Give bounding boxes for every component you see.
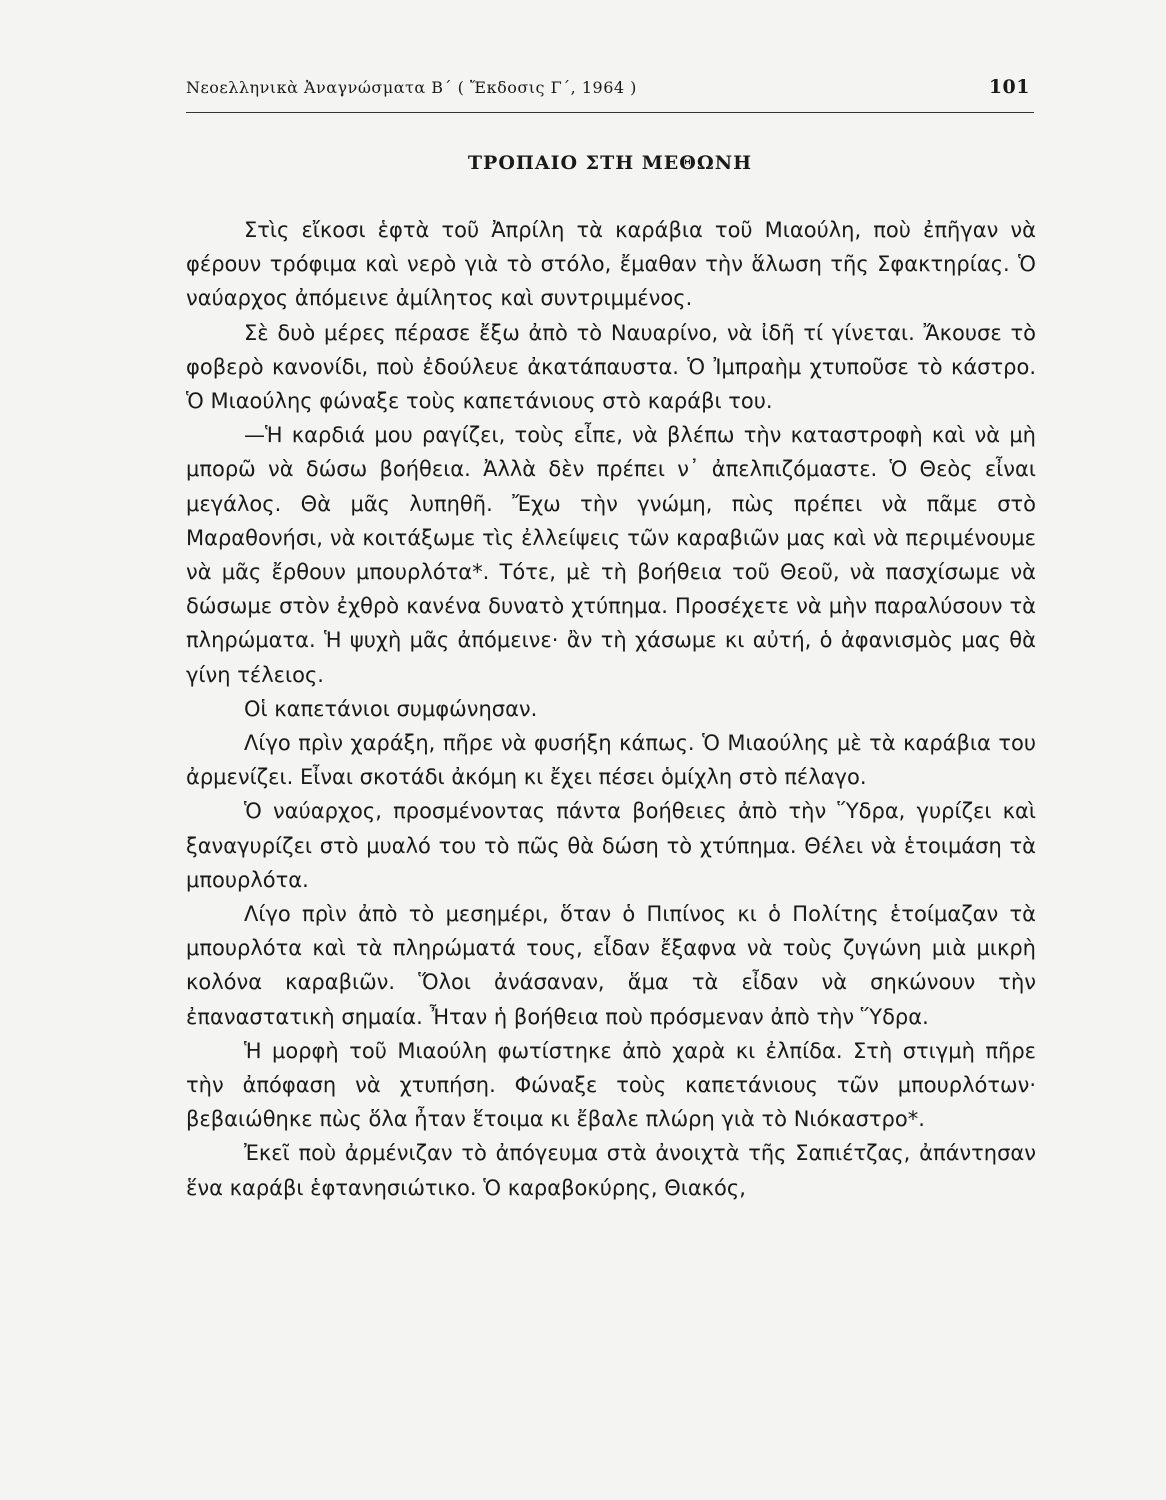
page-number: 101 (988, 76, 1030, 98)
body-text (186, 213, 1036, 1205)
paragraph: Ὁ ναύαρχος, προσμένοντας πάντα βοήθειες ἀπὸ τὴν Ὕδρα, γυρίζει καὶ ξαναγυρίζει στὸ μυαλό του τὸ πῶς θὰ δώση τὸ χτύπημα. Θέλει νὰ ἑτοιμάση τὰ μπουρλότα. (186, 799, 1036, 892)
running-title: Νεοελληνικὰ Ἀναγνώσματα Β΄ ( Ἔκδοσις Γ΄, 1964 ) (186, 78, 637, 97)
paragraph: Ἡ μορφὴ τοῦ Μιαούλη φωτίστηκε ἀπὸ χαρὰ κι ἐλπίδα. Στὴ στιγμὴ πῆρε τὴν ἀπόφαση νὰ χτυπήση. Φώναξε τοὺς καπετάνιους τῶν μπουρλότων· βεβαιώθηκε πὼς ὅλα ἦταν ἕτοιμα κι ἔβαλε πλώρη γιὰ τὸ Νιόκαστρο*. (186, 1038, 1036, 1132)
paragraph: Οἱ καπετάνιοι συμφώνησαν. (244, 696, 538, 721)
running-header (186, 76, 1034, 108)
paragraph: Ἐκεῖ ποὺ ἀρμένιζαν τὸ ἀπόγευμα στὰ ἀνοιχτὰ τῆς Σαπιέτζας, ἀπάντησαν ἕνα καράβι ἑφτανησιώτικο. Ὁ καραβοκύρης, Θιακός, (186, 1141, 1036, 1200)
chapter-title: ΤΡΟΠΑΙΟ ΣΤΗ ΜΕΘΩΝΗ (467, 152, 753, 174)
paragraph: Στὶς εἴκοσι ἑφτὰ τοῦ Ἀπρίλη τὰ καράβια τοῦ Μιαούλη, ποὺ ἐπῆγαν νὰ φέρουν τρόφιμα καὶ νερὸ γιὰ τὸ στόλο, ἔμαθαν τὴν ἅλωση τῆς Σφακτηρίας. Ὁ ναύαρχος ἀπόμεινε ἀμίλητος καὶ συντριμμένος. (186, 218, 1036, 311)
paragraph: —Ἡ καρδιά μου ραγίζει, τοὺς εἶπε, νὰ βλέπω τὴν καταστροφὴ καὶ νὰ μὴ μπορῶ νὰ δώσω βοήθεια. Ἀλλὰ δὲν πρέπει ν᾽ ἀπελπιζόμαστε. Ὁ Θεὸς εἶναι μεγάλος. Θὰ μᾶς λυπηθῆ. Ἔχω τὴν γνώμη, πὼς πρέπει νὰ πᾶμε στὸ Μαραθονήσι, νὰ κοιτάξωμε τὶς ἐλλείψεις τῶν καραβιῶν μας καὶ νὰ περιμένουμε νὰ μᾶς ἔρθουν μπουρλότα*. Τότε, μὲ τὴ βοήθεια τοῦ Θεοῦ, νὰ πασχίσωμε νὰ δώσωμε στὸν ἐχθρὸ κανένα δυνατὸ χτύπημα. Προσέχετε νὰ μὴν παραλύσουν τὰ πληρώματα. Ἡ ψυχὴ μᾶς ἀπόμεινε· ἂν τὴ χάσωμε κι αὐτή, ὁ ἀφανισμὸς μας θὰ γίνη τέλειος. (186, 423, 1036, 687)
paragraph: Σὲ δυὸ μέρες πέρασε ἔξω ἀπὸ τὸ Ναυαρίνο, νὰ ἰδῆ τί γίνεται. Ἄκουσε τὸ φοβερὸ κανονίδι, ποὺ ἐδούλευε ἀκατάπαυστα. Ὁ Ἰμπραὴμ χτυποῦσε τὸ κάστρο. Ὁ Μιαούλης φώναξε τοὺς καπετάνιους στὸ καράβι του. (186, 320, 1036, 414)
header-rule (186, 112, 1034, 113)
paragraph: Λίγο πρὶν ἀπὸ τὸ μεσημέρι, ὅταν ὁ Πιπίνος κι ὁ Πολίτης ἑτοίμαζαν τὰ μπουρλότα καὶ τὰ πληρώματά τους, εἶδαν ἔξαφνα νὰ τοὺς ζυγώνη μιὰ μικρὴ κολόνα καραβιῶν. Ὅλοι ἀνάσαναν, ἅμα τὰ εἶδαν νὰ σηκώνουν τὴν ἐπαναστατικὴ σημαία. Ἦταν ἡ βοήθεια ποὺ πρόσμεναν ἀπὸ τὴν Ὕδρα. (186, 902, 1036, 1029)
paragraph: Λίγο πρὶν χαράξη, πῆρε νὰ φυσήξη κάπως. Ὁ Μιαούλης μὲ τὰ καράβια του ἀρμενίζει. Εἶναι σκοτάδι ἀκόμη κι ἔχει πέσει ὁμίχλη στὸ πέλαγο. (186, 731, 1036, 790)
